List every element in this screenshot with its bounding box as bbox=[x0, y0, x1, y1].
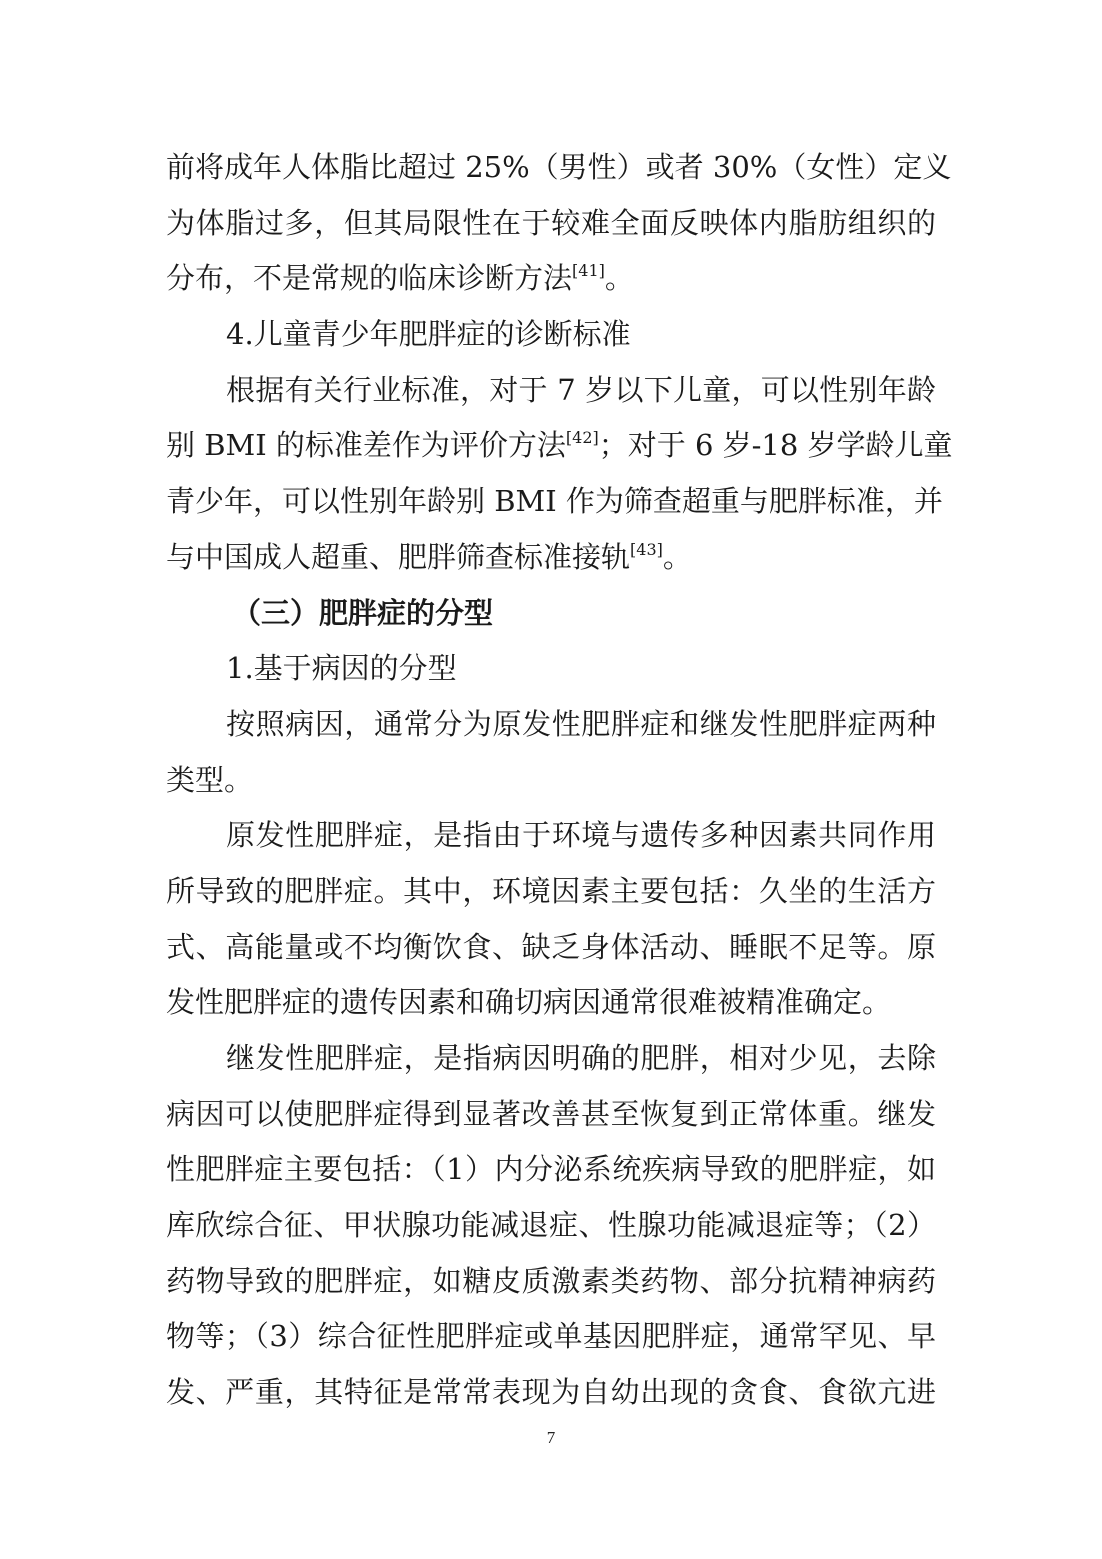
paragraph-children-standard bbox=[166, 363, 953, 586]
text-line: 类型。 bbox=[166, 762, 254, 797]
page-number: 7 bbox=[546, 1428, 556, 1447]
paragraph-secondary-obesity bbox=[166, 1031, 936, 1421]
text-span: ；对于 6 岁-18 岁学龄儿童 bbox=[598, 428, 953, 463]
citation-41: [41] bbox=[572, 261, 605, 281]
citation-42: [42] bbox=[565, 428, 599, 448]
text-span: 。 bbox=[604, 261, 634, 296]
heading-etiology-classification: 1.基于病因的分型 bbox=[226, 651, 457, 686]
citation-43: [43] bbox=[630, 539, 663, 559]
text-line: 前将成年人体脂比超过 25%（男性）或者 30%（女性）定义 bbox=[166, 150, 952, 184]
text-line: 发性肥胖症的遗传因素和确切病因通常很难被精准确定。 bbox=[166, 985, 892, 1020]
text-span: 与中国成人超重、肥胖筛查标准接轨 bbox=[166, 539, 631, 574]
text-line bbox=[166, 530, 936, 586]
paragraph-primary-obesity bbox=[166, 808, 936, 1031]
text-line: 为体脂过多，但其局限性在于较难全面反映体内脂肪组织的 bbox=[166, 205, 936, 240]
text-line: 式、高能量或不均衡饮食、缺乏身体活动、睡眠不足等。原 bbox=[166, 929, 936, 964]
text-line: 药物导致的肥胖症，如糖皮质激素类药物、部分抗精神病药 bbox=[166, 1263, 936, 1298]
document-body bbox=[166, 140, 953, 1421]
text-line: 所导致的肥胖症。其中，环境因素主要包括：久坐的生活方 bbox=[166, 873, 936, 908]
text-span: 分布，不是常规的临床诊断方法 bbox=[166, 261, 573, 296]
text-line: 继发性肥胖症，是指病因明确的肥胖，相对少见，去除 bbox=[226, 1041, 936, 1075]
heading-children-diagnosis: 4.儿童青少年肥胖症的诊断标准 bbox=[226, 317, 631, 352]
text-line bbox=[166, 251, 936, 307]
paragraph-body-fat-definition bbox=[166, 140, 952, 307]
text-span: 别 BMI 的标准差作为评价方法 bbox=[166, 428, 566, 463]
text-line: 按照病因，通常分为原发性肥胖症和继发性肥胖症两种 bbox=[226, 706, 936, 741]
text-span: 。 bbox=[662, 539, 692, 574]
text-line: 青少年，可以性别年龄别 BMI 作为筛查超重与肥胖标准，并 bbox=[166, 484, 943, 519]
text-line: 原发性肥胖症，是指由于环境与遗传多种因素共同作用 bbox=[226, 818, 936, 853]
text-line: 发、严重，其特征是常常表现为自幼出现的贪食、食欲亢进 bbox=[166, 1375, 936, 1410]
text-line: 根据有关行业标准，对于 7 岁以下儿童，可以性别年龄 bbox=[226, 372, 936, 407]
text-line: 库欣综合征、甲状腺功能减退症、性腺功能减退症等；（2） bbox=[166, 1208, 936, 1243]
text-line: 性肥胖症主要包括：（1）内分泌系统疾病导致的肥胖症，如 bbox=[166, 1152, 936, 1187]
text-line bbox=[166, 418, 953, 474]
section-heading-obesity-types: （三）肥胖症的分型 bbox=[232, 595, 494, 630]
text-line: 物等；（3）综合征性肥胖症或单基因肥胖症，通常罕见、早 bbox=[166, 1319, 936, 1354]
text-line: 病因可以使肥胖症得到显著改善甚至恢复到正常体重。继发 bbox=[166, 1096, 936, 1131]
paragraph-etiology-intro bbox=[166, 697, 936, 808]
